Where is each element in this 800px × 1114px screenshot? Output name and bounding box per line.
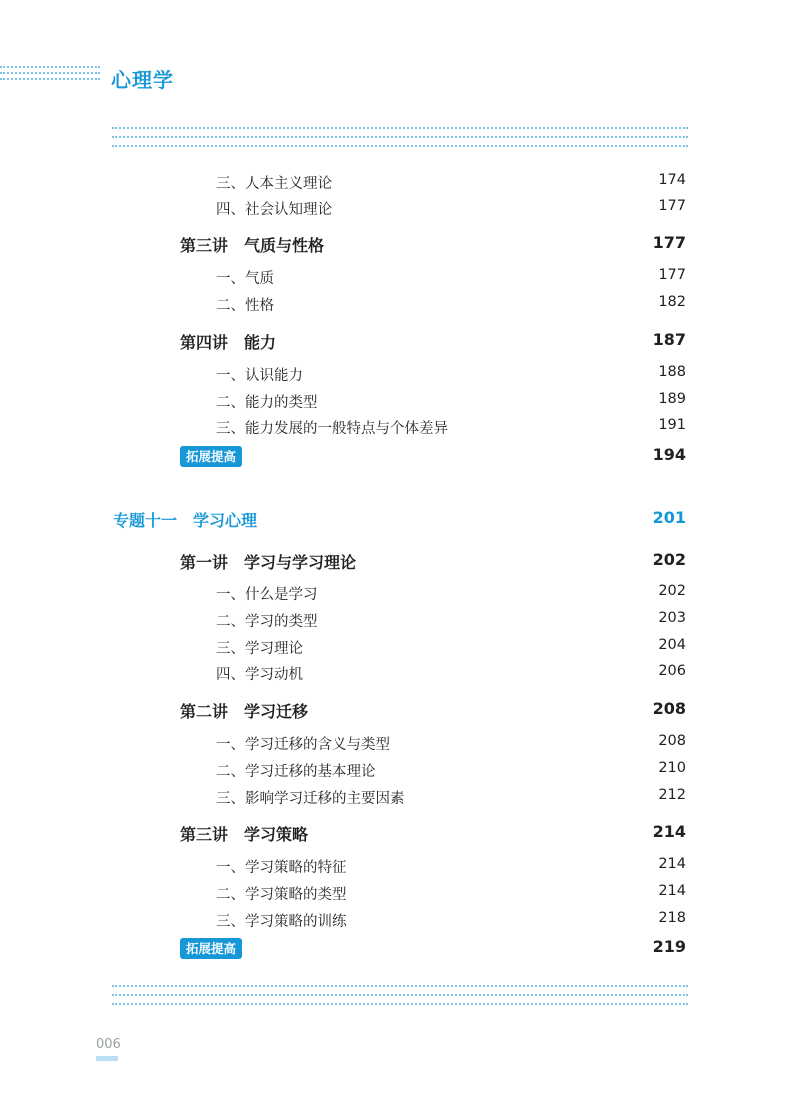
toc-entry-page: 206 [658, 663, 686, 679]
toc-entry [0, 550, 800, 574]
toc-entry [0, 198, 800, 222]
toc-entry-title: 一、什么是学习 [216, 587, 318, 603]
toc-entry [0, 733, 800, 757]
toc-entry-title: 二、学习迁移的基本理论 [216, 764, 376, 780]
toc-entry [0, 699, 800, 723]
extension-badge: 拓展提高 [180, 938, 242, 959]
page-number: 006 [96, 1037, 121, 1052]
toc-entry-page: 189 [658, 391, 686, 407]
toc-entry-page: 187 [652, 330, 686, 349]
bottom-dotted-divider [112, 985, 688, 1012]
toc-entry-page: 182 [658, 294, 686, 310]
extension-badge: 拓展提高 [180, 446, 242, 467]
toc-entry-page: 208 [652, 699, 686, 718]
toc-entry-page: 191 [658, 417, 686, 433]
toc-entry [0, 330, 800, 354]
toc-entry-page: 218 [658, 910, 686, 926]
toc-entry [0, 267, 800, 291]
toc-entry-title: 二、性格 [216, 298, 274, 314]
toc-entry-page: 202 [652, 550, 686, 569]
toc-entry-page: 203 [658, 610, 686, 626]
toc-entry-title: 第三讲 学习策略 [180, 825, 309, 844]
toc-entry [0, 910, 800, 934]
toc-entry [0, 233, 800, 257]
toc-entry-page: 214 [652, 822, 686, 841]
toc-entry [0, 760, 800, 784]
toc-entry-title: 专题十一 学习心理 [113, 511, 258, 530]
toc-entry [0, 787, 800, 811]
toc-entry-page: 208 [658, 733, 686, 749]
toc-entry-page: 214 [658, 883, 686, 899]
toc-entry [0, 583, 800, 607]
toc-entry-title: 三、能力发展的一般特点与个体差异 [216, 421, 448, 437]
toc-entry [0, 937, 800, 961]
toc-entry-title: 一、认识能力 [216, 368, 303, 384]
toc-entry-page: 202 [658, 583, 686, 599]
toc-entry-title: 二、学习策略的类型 [216, 887, 347, 903]
toc-entry-page: 177 [658, 267, 686, 283]
toc-entry-title: 第一讲 学习与学习理论 [180, 553, 357, 572]
toc-entry [0, 822, 800, 846]
page-number-bar [96, 1056, 118, 1061]
toc-entry-title: 第四讲 能力 [180, 333, 277, 352]
toc-entry-page: 204 [658, 637, 686, 653]
toc-entry [0, 856, 800, 880]
toc-entry [0, 364, 800, 388]
toc-entry-title: 三、人本主义理论 [216, 176, 332, 192]
toc-entry [0, 610, 800, 634]
toc-entry-title: 三、学习策略的训练 [216, 914, 347, 930]
toc-entry-title: 二、能力的类型 [216, 395, 318, 411]
toc-entry-page: 201 [652, 508, 686, 527]
toc-entry-title: 三、学习理论 [216, 641, 303, 657]
toc-entry-title: 三、影响学习迁移的主要因素 [216, 791, 405, 807]
top-dotted-divider [112, 127, 688, 154]
book-title: 心理学 [111, 68, 174, 92]
toc-entry-page: 210 [658, 760, 686, 776]
toc-entry [0, 172, 800, 196]
toc-entry [0, 663, 800, 687]
toc-entry-page: 219 [652, 937, 686, 956]
toc-entry-page: 174 [658, 172, 686, 188]
toc-entry [0, 508, 800, 532]
toc-entry-title: 一、学习迁移的含义与类型 [216, 737, 390, 753]
toc-entry [0, 883, 800, 907]
toc-entry-title: 四、社会认知理论 [216, 202, 332, 218]
toc-entry-title: 第三讲 气质与性格 [180, 236, 325, 255]
toc-entry-title: 一、学习策略的特征 [216, 860, 347, 876]
header-dots-decoration [0, 66, 100, 84]
toc-entry [0, 637, 800, 661]
toc-entry-page: 188 [658, 364, 686, 380]
toc-entry [0, 445, 800, 469]
toc-entry-page: 177 [658, 198, 686, 214]
toc-entry-title: 第二讲 学习迁移 [180, 702, 309, 721]
toc-entry-title: 一、气质 [216, 271, 274, 287]
toc-entry-title: 四、学习动机 [216, 667, 303, 683]
toc-entry [0, 294, 800, 318]
toc-entry-page: 214 [658, 856, 686, 872]
toc-entry-page: 194 [652, 445, 686, 464]
toc-entry [0, 391, 800, 415]
toc-entry-page: 212 [658, 787, 686, 803]
toc-entry-title: 二、学习的类型 [216, 614, 318, 630]
toc-entry [0, 417, 800, 441]
toc-entry-page: 177 [652, 233, 686, 252]
